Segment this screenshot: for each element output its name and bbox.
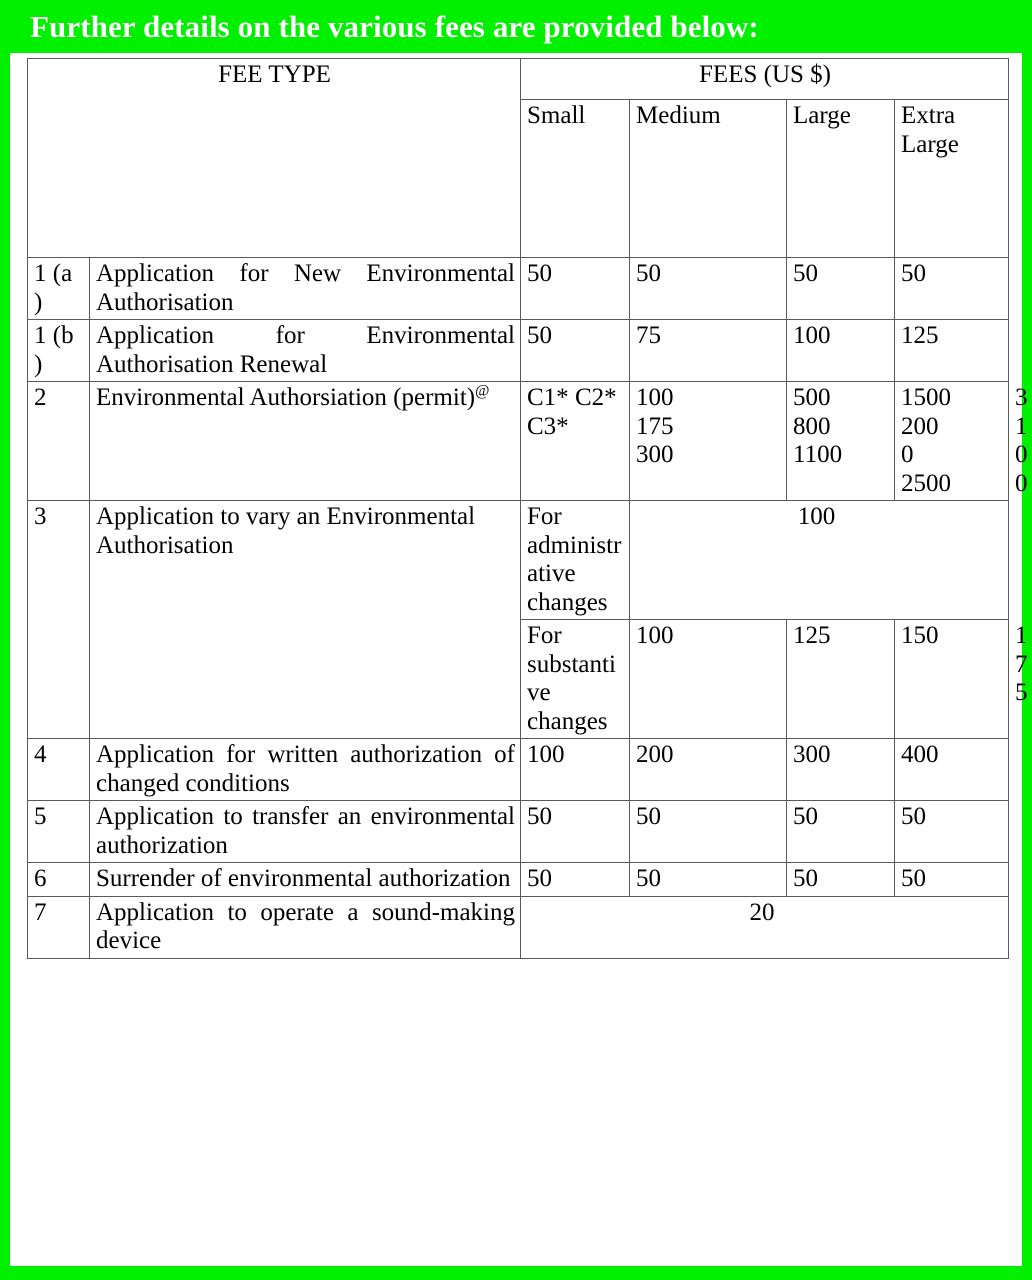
row-index: 6 — [28, 863, 90, 897]
row-fee-all-sizes: 100 — [630, 501, 1009, 620]
row-description: Application to vary an Environmental Authorisation — [90, 501, 521, 739]
row-class-labels — [521, 382, 630, 501]
class-label-c1: C1* — [527, 384, 569, 411]
row-index: 2 — [28, 382, 90, 501]
header-col-large — [787, 100, 895, 258]
row-fee-large: 100 — [787, 320, 895, 382]
table-row — [28, 896, 1009, 958]
row-fee-large — [895, 382, 1009, 501]
header-col-medium — [630, 100, 787, 258]
fees-table — [27, 58, 1028, 959]
row-description: Application to transfer an environmental authorization — [90, 801, 521, 863]
table-row — [28, 739, 1009, 801]
row-subrow-label-administrative: For administrative changes — [521, 501, 630, 620]
class-label-c2: C2* — [574, 384, 617, 411]
table-row — [28, 258, 1009, 320]
row-fee-large: 50 — [787, 258, 895, 320]
class-label-c3: C3* — [527, 412, 569, 440]
document-paper — [10, 53, 1028, 1266]
row-fee-medium: 125 — [787, 620, 895, 739]
row-fee-large-text: 1500 200 0 2500 — [901, 384, 951, 497]
row-fee-large: 50 — [787, 801, 895, 863]
page-heading-banner: Further details on the various fees are provided below: — [0, 0, 1032, 53]
row-fee-large: 50 — [787, 863, 895, 897]
row-index: 7 — [28, 896, 90, 958]
row-description-superscript: @ — [475, 382, 490, 400]
header-col-small-label: Small — [527, 102, 586, 129]
table-row — [28, 863, 1009, 897]
table-row — [28, 320, 1009, 382]
row-fee-medium — [787, 382, 895, 501]
row-fee-all-sizes: 20 — [521, 896, 1009, 958]
row-fee-large: 300 — [787, 739, 895, 801]
row-description: Application for New Environmental Authorisation — [90, 258, 521, 320]
row-fee-small: 50 — [521, 863, 630, 897]
row-fee-medium: 75 — [630, 320, 787, 382]
row-fee-extra-large: 50 — [895, 863, 1009, 897]
row-index: 3 — [28, 501, 90, 739]
row-description: Application for written authorization of changed conditions — [90, 739, 521, 801]
table-header-row-main — [28, 59, 1009, 100]
row-fee-medium: 200 — [630, 739, 787, 801]
row-description: Application for Environmental Authorisation Renewal — [90, 320, 521, 382]
header-fees: FEES (US $) — [521, 59, 1009, 100]
table-row: 2 Environmental Authorsiation (permit)@ C1* C2* C3* 100 175 300 500 800 1100 1500 200 0 2500 3100 — [28, 382, 1009, 501]
row-fee-medium: 50 — [630, 863, 787, 897]
header-col-large-label: Large — [793, 102, 851, 129]
table-row — [28, 501, 1009, 620]
row-fee-extra-large: 400 — [895, 739, 1009, 801]
row-fee-small: 50 — [521, 801, 630, 863]
row-fee-small: 100 — [630, 620, 787, 739]
row-fee-medium-text: 500 800 1100 — [793, 384, 843, 468]
row-index: 4 — [28, 739, 90, 801]
row-fee-medium: 50 — [630, 801, 787, 863]
header-col-extra-large — [895, 100, 1009, 258]
row-description — [90, 382, 521, 501]
table-row: For substantive changes 100 125 150 175 — [28, 620, 1009, 739]
table-row — [28, 801, 1009, 863]
row-fee-extra-large: 50 — [895, 801, 1009, 863]
row-fee-small-text: 100 175 300 — [636, 384, 674, 468]
header-fee-type: FEE TYPE — [28, 59, 521, 258]
row-fee-extra-large: 50 — [895, 258, 1009, 320]
row-fee-large: 150 — [895, 620, 1009, 739]
row-description: Application to operate a sound-making device — [90, 896, 521, 958]
row-description: Surrender of environmental authorization — [90, 863, 521, 897]
row-index: 1 (b ) — [28, 320, 90, 382]
row-fee-small: 50 — [521, 258, 630, 320]
row-index: 1 (a ) — [28, 258, 90, 320]
header-col-extra-large-label: Extra Large — [901, 102, 959, 158]
row-fee-medium: 50 — [630, 258, 787, 320]
row-subrow-label-substantive: For substantive changes — [521, 620, 630, 739]
row-fee-small — [630, 382, 787, 501]
row-fee-extra-large: 125 — [895, 320, 1009, 382]
row-fee-small: 50 — [521, 320, 630, 382]
header-col-small — [521, 100, 630, 258]
row-index: 5 — [28, 801, 90, 863]
row-description-text: Environmental Authorsiation (permit) — [96, 384, 476, 411]
row-fee-small: 100 — [521, 739, 630, 801]
header-col-medium-label: Medium — [636, 102, 721, 129]
